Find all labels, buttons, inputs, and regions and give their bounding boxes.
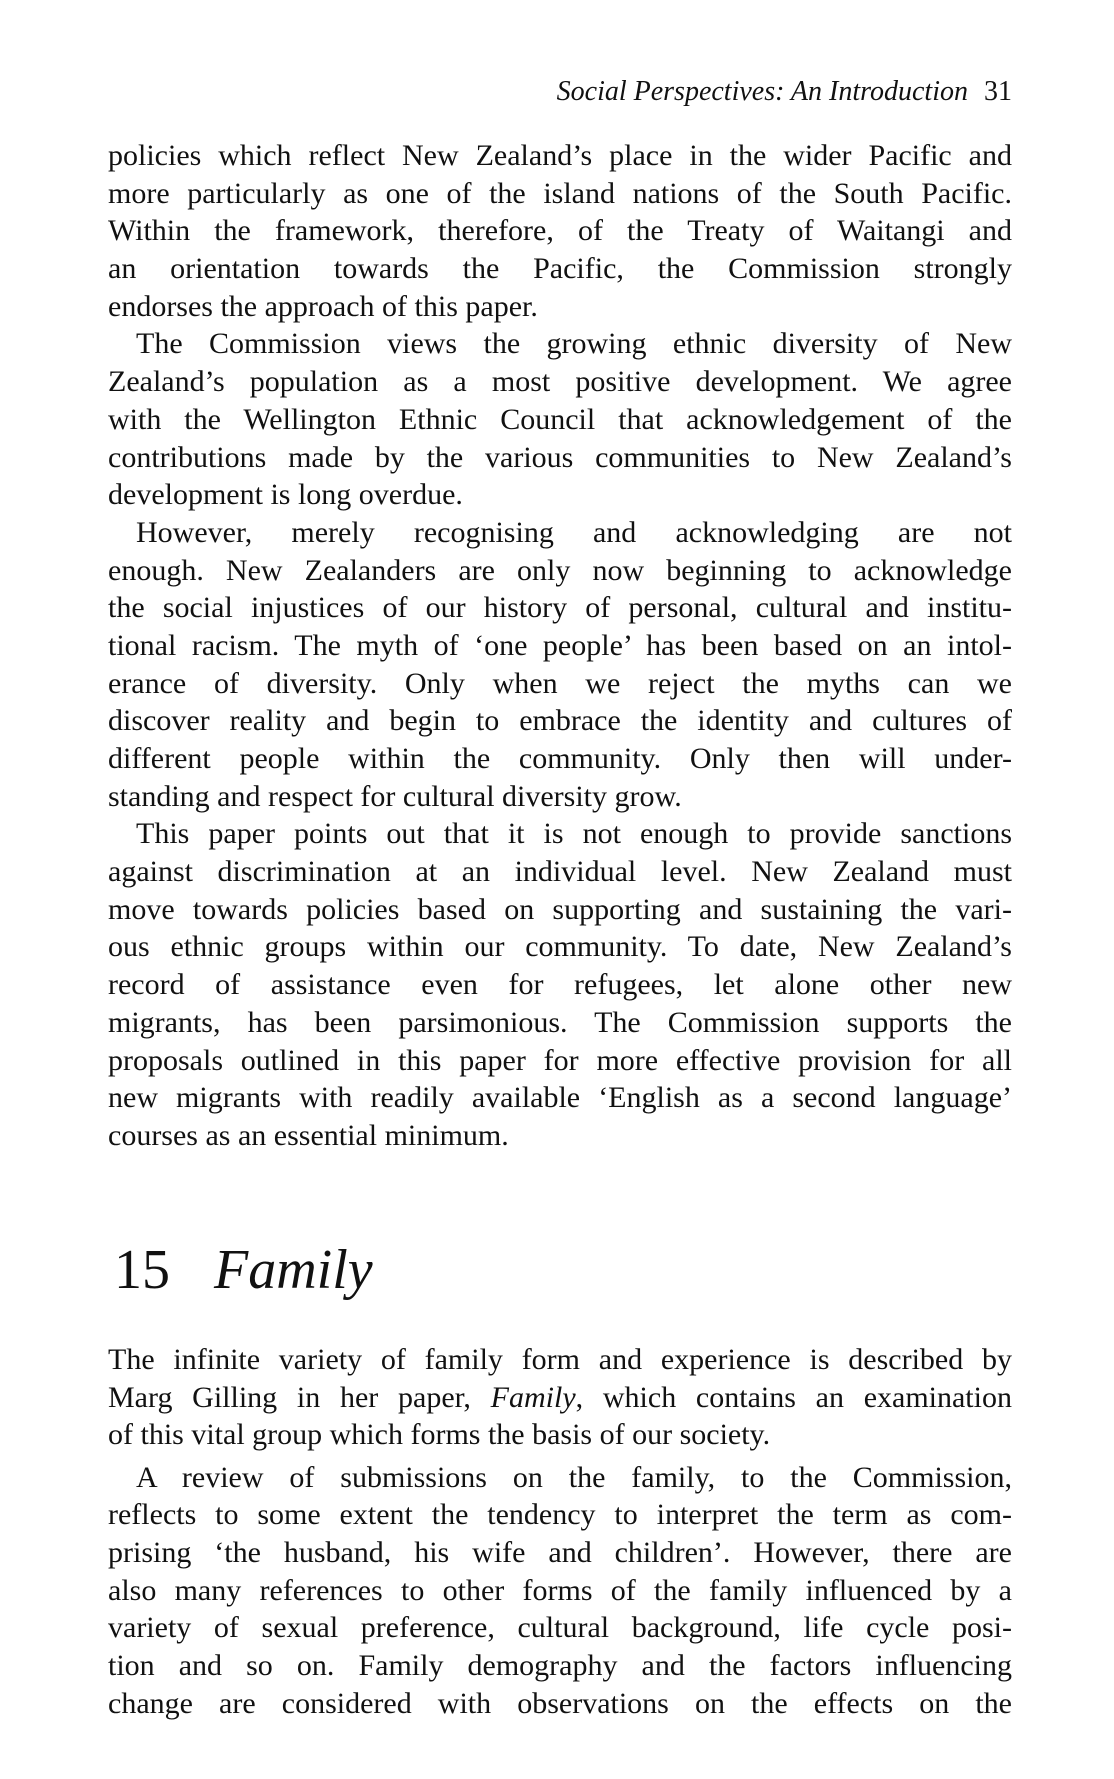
section-title: Family [214,1239,373,1301]
text-line: erance of diversity. Only when we reject the myths can we [108,666,1012,700]
text-line: policies which reflect New Zealand’s place in the wider Pacific and [108,139,1012,172]
text-line: more particularly as one of the island nations of the South Pacific. [108,176,1012,210]
text-line: against discrimination at an individual level. New Zealand must [108,855,1012,889]
text-line: change are considered with observations on the effects on the [108,1686,1012,1720]
text-line: also many references to other forms of the family influenced by a [108,1573,1012,1607]
section-number: 15 [114,1239,170,1301]
section-heading [114,1238,373,1302]
text-line: This paper points out that it is not enough to provide sanctions [136,817,1012,851]
section-body-2 [108,1341,1012,1722]
text-line: Zealand’s population as a most positive development. We agree [108,365,1012,399]
text-line: Marg Gilling in her paper, Family, which contains an examination [108,1380,1012,1414]
text-line: enough. New Zealanders are only now beginning to acknowledge [108,553,1012,587]
text-line: reflects to some extent the tendency to interpret the term as com- [108,1498,1012,1532]
paragraph [108,137,1012,325]
section-body-1 [108,137,1012,1155]
paragraph [108,1341,1012,1454]
paragraph [108,815,1012,1154]
text-line: courses as an essential minimum. [108,1118,509,1152]
paragraph [108,514,1012,816]
running-title: Social Perspectives: An Introduction [556,76,968,107]
italic-title: Family [490,1380,576,1414]
text-line: the social injustices of our history of personal, cultural and institu- [108,591,1012,625]
text-line: contributions made by the various communities to New Zealand’s [108,440,1012,474]
text-line: an orientation towards the Pacific, the Commission strongly [108,252,1012,286]
text-line: The infinite variety of family form and experience is described by [108,1343,1012,1376]
text-line: prising ‘the husband, his wife and children’. However, there are [108,1536,1012,1570]
text-line: record of assistance even for refugees, let alone other new [108,968,1012,1002]
text-line: tion and so on. Family demography and the factors influencing [108,1649,1012,1683]
text-line: endorses the approach of this paper. [108,289,538,323]
text-line: move towards policies based on supporting and sustaining the vari- [108,892,1012,926]
text-line: new migrants with readily available ‘English as a second language’ [108,1081,1012,1115]
page-number: 31 [984,76,1012,107]
text-line: A review of submissions on the family, to the Commission, [136,1460,1012,1494]
text-line: variety of sexual preference, cultural background, life cycle posi- [108,1611,1012,1645]
text-line: migrants, has been parsimonious. The Commission supports the [108,1005,1012,1039]
text-line: different people within the community. Only then will under- [108,742,1012,775]
text-line: standing and respect for cultural diversity grow. [108,779,682,813]
text-line: proposals outlined in this paper for more effective provision for all [108,1043,1012,1077]
text-line: However, merely recognising and acknowledging are not [136,515,1012,549]
paragraph [108,325,1012,513]
running-header [557,76,1012,108]
text-line: tional racism. The myth of ‘one people’ has been based on an intol- [108,628,1012,662]
text-line: The Commission views the growing ethnic diversity of New [136,327,1012,361]
paragraph [108,1459,1012,1723]
text-line: of this vital group which forms the basis of our society. [108,1418,771,1452]
text-line: ous ethnic groups within our community. To date, New Zealand’s [108,930,1012,964]
text-line: Within the framework, therefore, of the Treaty of Waitangi and [108,214,1012,248]
text-line: development is long overdue. [108,478,463,512]
text-line: with the Wellington Ethnic Council that acknowledgement of the [108,402,1012,436]
text-line: discover reality and begin to embrace the identity and cultures of [108,704,1012,738]
